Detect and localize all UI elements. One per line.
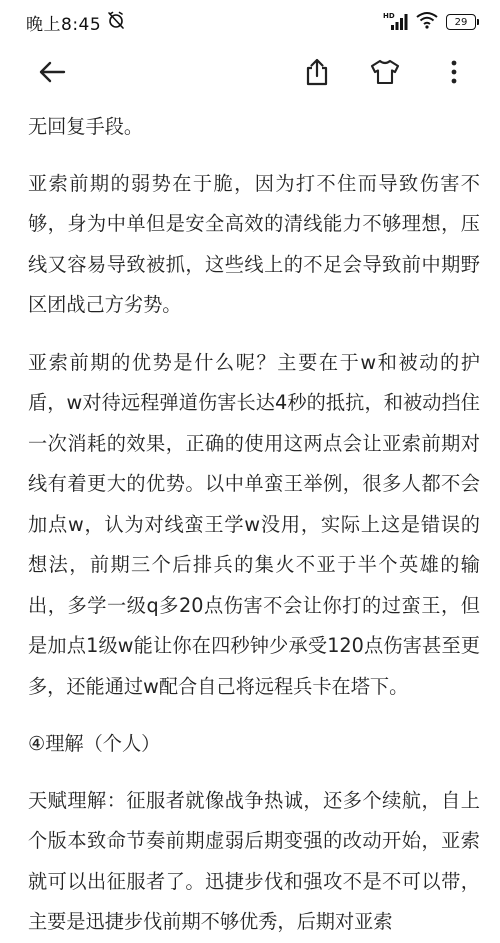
more-vertical-icon[interactable] <box>440 58 468 86</box>
article-body <box>28 107 480 943</box>
status-time: 晚上8:45 <box>26 14 102 35</box>
battery-icon <box>446 14 476 30</box>
article-paragraph: 亚索前期的优势是什么呢？主要在于w和被动的护盾，w对待远程弹道伤害长达4秒的抵抗，和被动挡住一次消耗的效果，正确的使用这两点会让亚索前期对线有着更大的优势。以中单蛮王举例，很多人都不会加点w，认为对线蛮王学w没用，实际上这是错误的想法，前期三个后排兵的集火不亚于半个英雄的输出，多学一级q多20点伤害不会让你打的过蛮王，但是加点1级w能让你在四秒钟少承受120点伤害甚至更多，还能通过w配合自己将远程兵卡在塔下。 <box>28 350 480 698</box>
section-heading: ④理解（个人） <box>28 732 161 755</box>
network-label: HD <box>383 12 395 20</box>
article-paragraph: 无回复手段。 <box>28 115 144 138</box>
top-toolbar <box>0 44 500 100</box>
status-bar <box>0 0 500 44</box>
battery-level: 29 <box>454 16 468 28</box>
tshirt-icon[interactable] <box>371 58 399 86</box>
article-paragraph: 天赋理解：征服者就像战争热诚，还多个续航，自上个版本致命节奏前期虚弱后期变强的改动开始，亚索就可以出征服者了。迅捷步伐和强攻不是不可以带，主要是迅捷步伐前期不够优秀，后期对亚索 <box>28 788 480 933</box>
signal-icon <box>382 13 408 31</box>
article-paragraph: 亚索前期的弱势在于脆，因为打不住而导致伤害不够，身为中单但是安全高效的清线能力不够理想，压线又容易导致被抓，这些线上的不足会导致前中期野区团战己方劣势。 <box>28 171 480 316</box>
wifi-icon <box>416 11 438 33</box>
status-left <box>26 10 125 35</box>
status-right <box>382 11 476 33</box>
back-arrow-icon[interactable] <box>38 58 66 86</box>
share-icon[interactable] <box>303 58 331 86</box>
alarm-off-icon <box>107 11 125 33</box>
